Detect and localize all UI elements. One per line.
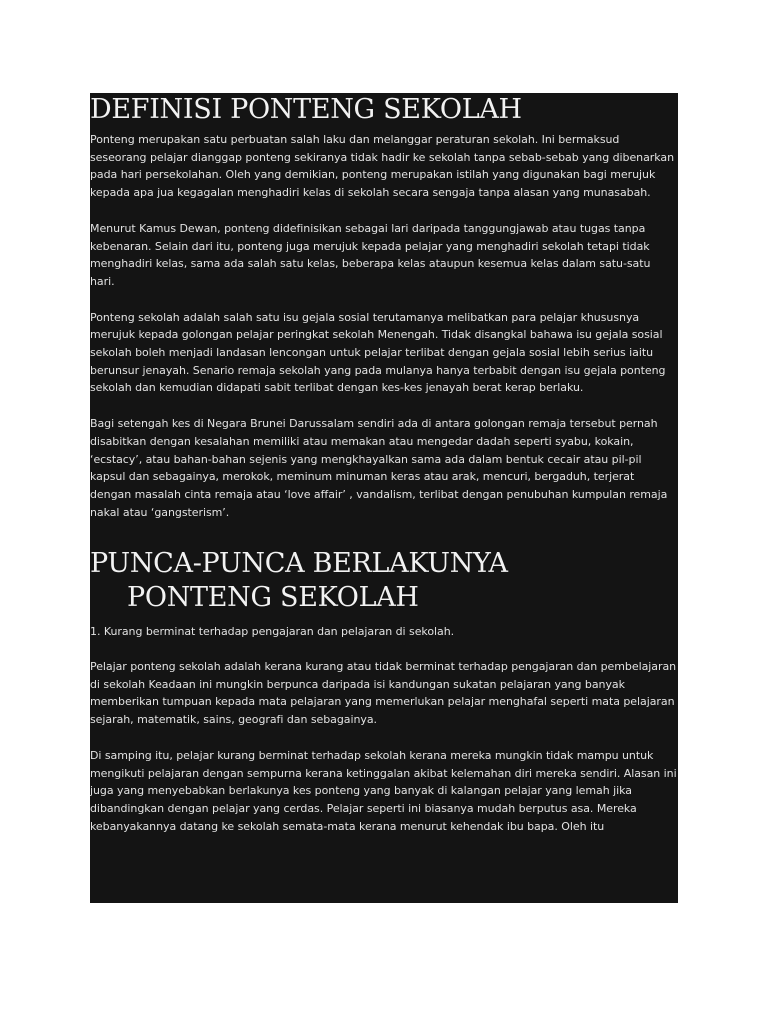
paragraph: Di samping itu, pelajar kurang berminat terhadap sekolah kerana mereka mungkin tidak mampu untuk mengikuti pelajaran dengan sempurna kerana ketinggalan akibat kelemahan diri mereka sendiri. Alasan ini juga yang menyebabkan berlakunya kes ponteng yang banyak di kalangan pelajar yang lemah jika dibandingkan dengan pelajar yang cerdas. Pelajar seperti ini biasanya mudah berputus asa. Mereka kebanyakannya datang ke sekolah semata-mata kerana menurut kehendak ibu bapa. Oleh itu xyxy=(90,748,677,833)
list-item-heading: 1. Kurang berminat terhadap pengajaran dan pelajaran di sekolah. xyxy=(90,625,455,639)
section-title-line-2: PONTENG SEKOLAH xyxy=(127,582,419,614)
section-title-line-1: PUNCA-PUNCA BERLAKUNYA xyxy=(90,548,508,580)
paragraph: Pelajar ponteng sekolah adalah kerana kurang atau tidak berminat terhadap pengajaran dan pembelajaran di sekolah Keadaan ini mungkin berpunca daripada isi kandungan sukatan pelajaran yang banyak memberikan tumpuan kepada mata pelajaran yang memerlukan pelajar menghafal seperti mata pelajaran sejarah, matematik, sains, geografi dan sebagainya. xyxy=(90,660,677,727)
paragraph: Ponteng merupakan satu perbuatan salah laku dan melanggar peraturan sekolah. Ini bermaksud seseorang pelajar dianggap ponteng sekiranya tidak hadir ke sekolah tanpa sebab-sebab yang dibenarkan pada hari persekolahan. Oleh yang demikian, ponteng merupakan istilah yang digunakan bagi merujuk kepada apa jua kegagalan menghadiri kelas di sekolah secara sengaja tanpa alasan yang munasabah. xyxy=(90,133,674,200)
paragraph: Menurut Kamus Dewan, ponteng didefinisikan sebagai lari daripada tanggungjawab atau tugas tanpa kebenaran. Selain dari itu, ponteng juga merujuk kepada pelajar yang menghadiri sekolah tetapi tidak menghadiri kelas, sama ada salah satu kelas, beberapa kelas ataupun kesemua kelas dalam satu-satu hari. xyxy=(90,221,651,288)
section-title-definisi: DEFINISI PONTENG SEKOLAH xyxy=(90,94,522,125)
section-title-punca xyxy=(90,547,678,615)
document-page xyxy=(90,93,678,903)
paragraph: Ponteng sekolah adalah salah satu isu gejala sosial terutamanya melibatkan para pelajar khususnya merujuk kepada golongan pelajar peringkat sekolah Menengah. Tidak disangkal bahawa isu gejala sosial sekolah boleh menjadi landasan lencongan untuk pelajar terlibat dengan gejala sosial lebih serius iaitu berunsur jenayah. Senario remaja sekolah yang pada mulanya hanya terbabit dengan isu gejala ponteng sekolah dan kemudian didapati sabit terlibat dengan kes-kes jenayah berat kerap berlaku. xyxy=(90,310,666,395)
paragraph: Bagi setengah kes di Negara Brunei Darussalam sendiri ada di antara golongan remaja tersebut pernah disabitkan dengan kesalahan memiliki atau memakan atau mengedar dadah seperti syabu, kokain, ‘ecstacy’, atau bahan-bahan sejenis yang mengkhayalkan sama ada dalam bentuk cecair atau pil-pil kapsul dan sebagainya, merokok, meminum minuman keras atau arak, mencuri, bergaduh, terjerat dengan masalah cinta remaja atau ‘love affair’ , vandalism, terlibat dengan penubuhan kumpulan remaja nakal atau ‘gangsterism’. xyxy=(90,417,668,519)
